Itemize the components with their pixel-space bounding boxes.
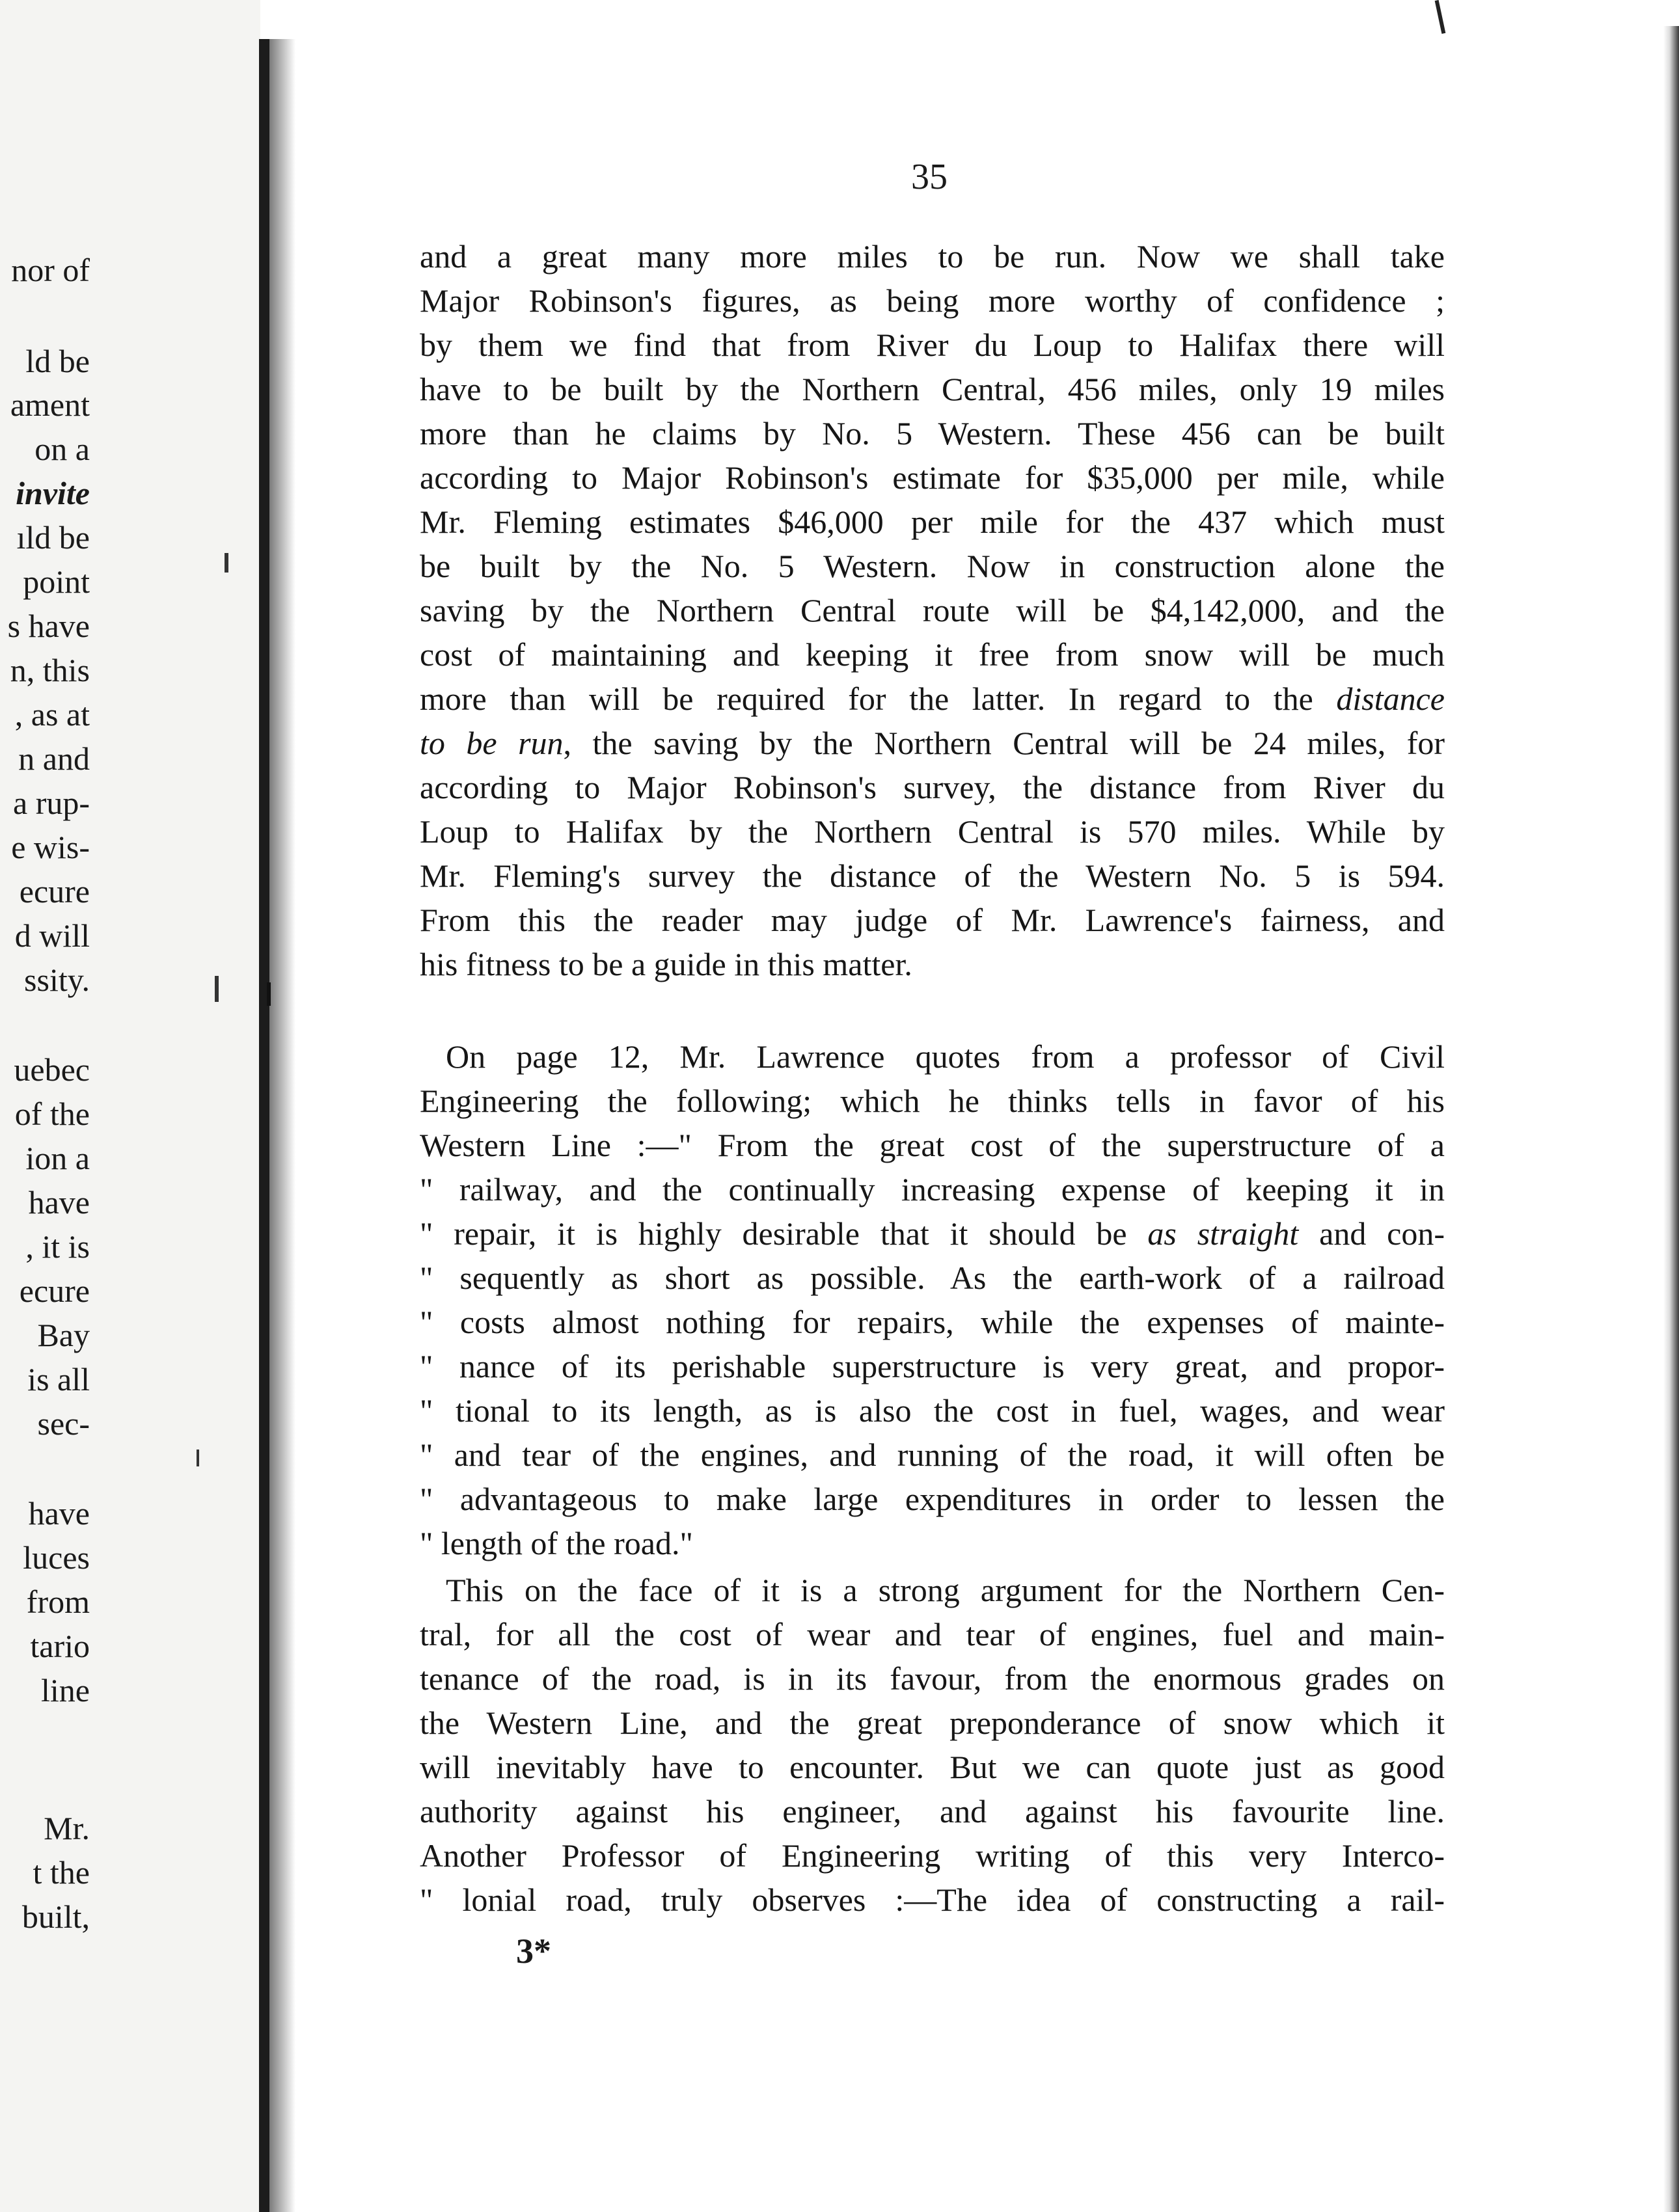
- left-page-line: on a: [34, 431, 90, 467]
- text-line: saving by the Northern Central route will be $4,142,000, and the: [420, 592, 1445, 628]
- text-line: authority against his engineer, and against his favourite line.: [420, 1793, 1445, 1829]
- text-segment: more than will be required for the latter. In regard to the: [420, 681, 1313, 717]
- text-line: and a great many more miles to be run. Now we shall take: [420, 238, 1445, 275]
- text-segment: and con-: [1319, 1215, 1445, 1252]
- gutter-shadow: [269, 39, 295, 2212]
- left-page-line: uebec: [14, 1051, 90, 1088]
- text-line: " railway, and the continually increasing expense of keeping it in: [420, 1171, 1445, 1207]
- text-line: Mr. Fleming estimates $46,000 per mile for the 437 which must: [420, 504, 1445, 540]
- left-page-line: d will: [14, 917, 90, 954]
- left-page-line: ion a: [25, 1140, 90, 1176]
- text-line: " costs almost nothing for repairs, while the expenses of mainte-: [420, 1304, 1445, 1340]
- left-page-line: have: [28, 1184, 90, 1221]
- scan-artifact-mark: [197, 1450, 199, 1466]
- italic-phrase: as straight: [1147, 1215, 1299, 1252]
- left-page-line: invite: [16, 475, 90, 511]
- left-page-line: point: [23, 563, 90, 600]
- left-page-line: ecure: [19, 1273, 90, 1309]
- printer-signature-mark: 3*: [516, 1932, 551, 1971]
- paragraph-quote: [420, 1034, 1445, 1565]
- text-line: cost of maintaining and keeping it free from snow will be much: [420, 636, 1445, 673]
- left-page-line: nor of: [11, 252, 90, 288]
- text-line: the Western Line, and the great preponderance of snow which it: [420, 1705, 1445, 1741]
- text-line: by them we find that from River du Loup to Halifax there will: [420, 327, 1445, 363]
- paragraph-argument: [420, 1568, 1445, 1922]
- text-line: tral, for all the cost of wear and tear of engines, fuel and main-: [420, 1616, 1445, 1652]
- left-page-line: , it is: [25, 1228, 90, 1265]
- text-segment: , the saving by the Northern Central will be 24 miles, for: [563, 725, 1445, 761]
- text-line: " length of the road.": [420, 1525, 693, 1561]
- text-line: This on the face of it is a strong argument for the Northern Cen-: [446, 1572, 1445, 1608]
- text-line: Loup to Halifax by the Northern Central is 570 miles. While by: [420, 813, 1445, 850]
- left-page-line: is all: [27, 1361, 90, 1397]
- paragraph-continued: [420, 234, 1445, 986]
- book-gutter: [259, 39, 269, 2212]
- text-line: tenance of the road, is in its favour, from the enormous grades on: [420, 1660, 1445, 1697]
- left-page-line: tario: [30, 1628, 90, 1664]
- text-line: " sequently as short as possible. As the earth-work of a railroad: [420, 1260, 1445, 1296]
- text-line: Engineering the following; which he thinks tells in favor of his: [420, 1083, 1445, 1119]
- page-number: 35: [911, 157, 948, 197]
- text-line: his fitness to be a guide in this matter.: [420, 946, 912, 982]
- text-line: [420, 677, 1445, 721]
- left-page-line: ssity.: [24, 962, 90, 998]
- left-page-line: n and: [18, 740, 90, 777]
- left-page-line: t the: [33, 1854, 90, 1891]
- text-line: Mr. Fleming's survey the distance of the Western No. 5 is 594.: [420, 857, 1445, 894]
- left-page-line: e wis-: [11, 829, 90, 865]
- left-page-line: a rup-: [13, 785, 90, 821]
- scan-artifact-mark: [215, 976, 219, 1002]
- text-line: Western Line :—" From the great cost of the superstructure of a: [420, 1127, 1445, 1163]
- text-line: " and tear of the engines, and running of the road, it will often be: [420, 1436, 1445, 1473]
- left-page-line: luces: [23, 1539, 90, 1576]
- left-page-line: n, this: [10, 652, 90, 688]
- book-page: [293, 0, 1659, 2212]
- previous-page-fragment: [0, 0, 260, 2212]
- scan-artifact-mark: [267, 982, 271, 1006]
- text-line: will inevitably have to encounter. But we can quote just as good: [420, 1749, 1445, 1785]
- text-line: " advantageous to make large expenditures in order to lessen the: [420, 1481, 1445, 1517]
- text-line: [420, 1211, 1445, 1256]
- text-segment: " repair, it is highly desirable that it should be: [420, 1215, 1127, 1252]
- text-line: be built by the No. 5 Western. Now in construction alone the: [420, 548, 1445, 584]
- text-line: [420, 721, 1445, 765]
- text-line: " tional to its length, as is also the cost in fuel, wages, and wear: [420, 1392, 1445, 1429]
- text-line: " lonial road, truly observes :—The idea of constructing a rail-: [420, 1882, 1445, 1918]
- text-line: From this the reader may judge of Mr. Lawrence's fairness, and: [420, 902, 1445, 938]
- italic-phrase: distance: [1336, 681, 1445, 717]
- left-page-line: , as at: [14, 696, 90, 733]
- left-page-line: sec-: [37, 1405, 90, 1442]
- text-line: more than he claims by No. 5 Western. These 456 can be built: [420, 415, 1445, 452]
- left-page-line: ld be: [25, 343, 90, 379]
- page-edge-shadow: [1663, 26, 1679, 2212]
- text-line: according to Major Robinson's estimate for $35,000 per mile, while: [420, 459, 1445, 496]
- text-line: Another Professor of Engineering writing of this very Interco-: [420, 1837, 1445, 1874]
- italic-phrase: to be run: [420, 725, 564, 761]
- text-line: according to Major Robinson's survey, the distance from River du: [420, 769, 1445, 805]
- left-page-line: s have: [7, 608, 90, 644]
- left-page-line: have: [28, 1495, 90, 1531]
- text-line: Major Robinson's figures, as being more worthy of confidence ;: [420, 282, 1445, 319]
- scan-artifact-mark: [225, 553, 228, 573]
- left-page-line: from: [26, 1584, 90, 1620]
- left-page-line: Bay: [37, 1317, 90, 1353]
- left-page-line: ıld be: [16, 519, 90, 556]
- left-page-line: built,: [21, 1898, 90, 1935]
- text-line: " nance of its perishable superstructure is very great, and propor-: [420, 1348, 1445, 1384]
- left-page-line: of the: [14, 1096, 90, 1132]
- left-page-line: ament: [10, 386, 90, 423]
- left-page-line: ecure: [19, 873, 90, 910]
- left-page-line: Mr.: [44, 1810, 90, 1846]
- left-page-line: line: [41, 1672, 90, 1708]
- text-line: have to be built by the Northern Central, 456 miles, only 19 miles: [420, 371, 1445, 407]
- text-line: On page 12, Mr. Lawrence quotes from a professor of Civil: [446, 1038, 1445, 1075]
